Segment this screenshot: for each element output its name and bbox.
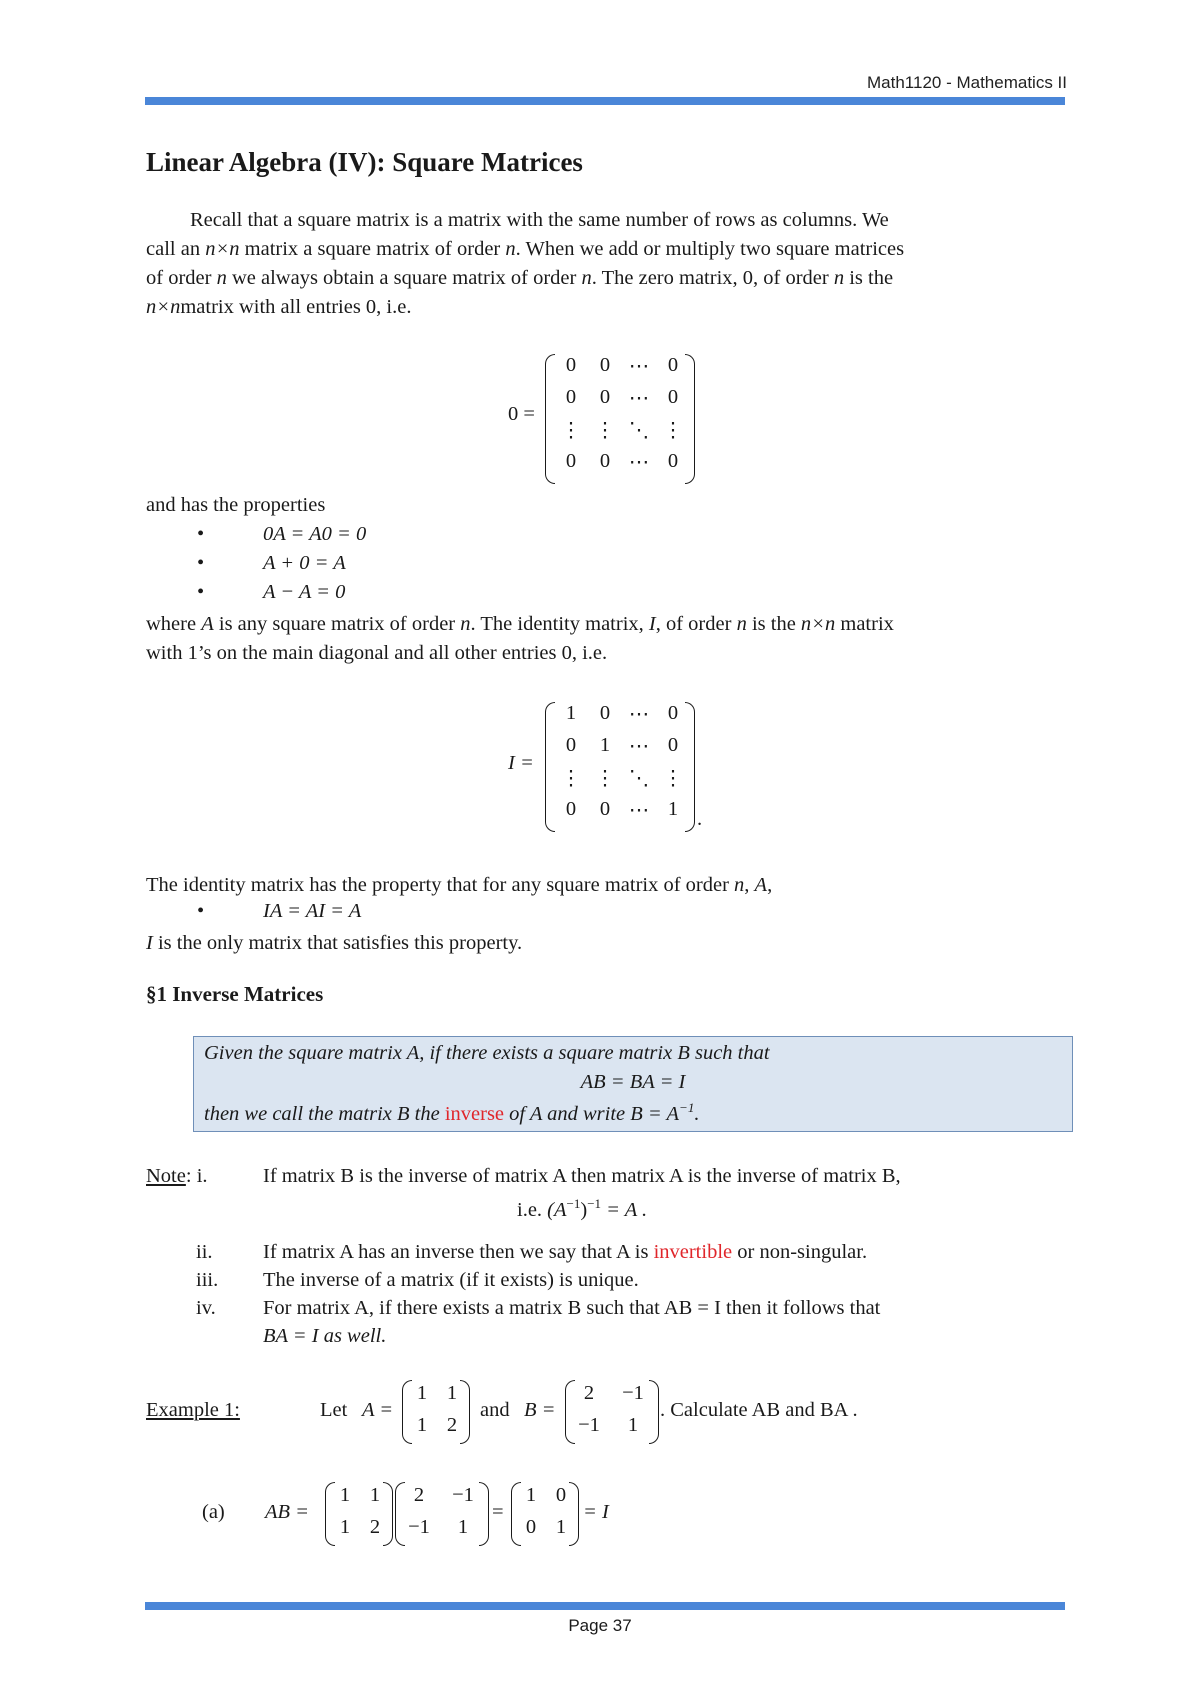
matrix-cell: 1 [416, 1382, 428, 1404]
matrix-cell: 2 [413, 1484, 425, 1506]
identity-matrix-lhs: I = [508, 752, 534, 774]
property-3: A − A = 0 [263, 581, 346, 603]
intro-line-1: Recall that a square matrix is a matrix with the same number of rows as columns. We [190, 209, 889, 231]
matrix-cell: 0 [667, 734, 679, 756]
bullet-4: • [197, 900, 205, 922]
example-1-a-lhs: A = [362, 1399, 394, 1421]
matrix-cell: 1 [667, 798, 679, 820]
note-iv-cont: BA = I as well. [263, 1325, 387, 1347]
note-ii: If matrix A has an inverse then we say that A is invertible or non-singular. [263, 1241, 868, 1263]
definition-line-3: then we call the matrix B the inverse of A and write $B = A^{-1}$. [204, 1100, 700, 1125]
matrix-cell: ⋯ [628, 800, 650, 822]
identity-property-line: The identity matrix has the property that for any square matrix of order n, A, [146, 874, 773, 896]
note-iv: For matrix A, if there exists a matrix B such that AB = I then it follows that [263, 1297, 881, 1319]
matrix-cell: 1 [627, 1414, 639, 1436]
matrix-cell: ⋮ [560, 420, 582, 442]
footer-rule [145, 1602, 1065, 1610]
matrix-cell: 0 [565, 798, 577, 820]
zero-matrix [545, 350, 695, 486]
matrix-cell: −1 [578, 1414, 600, 1436]
matrix-cell: 0 [525, 1516, 537, 1538]
matrix-cell: 1 [416, 1414, 428, 1436]
intro-line-3: of order n we always obtain a square matrix of order n. The zero matrix, 0, of order n is the [146, 267, 894, 289]
note-iii-num: iii. [196, 1269, 219, 1291]
note-i: If matrix B is the inverse of matrix A then matrix A is the inverse of matrix B, [263, 1165, 901, 1187]
matrix-cell: 0 [565, 734, 577, 756]
page-number: Page 37 [568, 1616, 632, 1635]
matrix-cell: 0 [565, 354, 577, 376]
matrix-cell: ⋯ [628, 388, 650, 410]
matrix-cell: 0 [667, 702, 679, 724]
product-matrix-1 [325, 1480, 393, 1546]
matrix-cell: ⋯ [628, 452, 650, 474]
matrix-cell: 1 [369, 1484, 381, 1506]
example-1-b-lhs: B = [524, 1399, 556, 1421]
page-title: Linear Algebra (IV): Square Matrices [146, 147, 583, 177]
bullet-2: • [197, 552, 205, 574]
matrix-cell: −1 [408, 1516, 430, 1538]
matrix-cell: −1 [452, 1484, 474, 1506]
identity-matrix [545, 698, 695, 834]
matrix-A [402, 1378, 470, 1444]
identity-matrix-period: . [697, 808, 703, 830]
matrix-cell: 0 [599, 354, 611, 376]
matrix-cell: 0 [667, 386, 679, 408]
identity-text-line-1: where A is any square matrix of order n. The identity matrix, I, of order n is the n×n matrix [146, 613, 894, 635]
note-iii: The inverse of a matrix (if it exists) is unique. [263, 1269, 639, 1291]
intro-line-2: call an n×n matrix a square matrix of order n. When we add or multiply two square matrices [146, 238, 905, 260]
part-a-result: = I [583, 1501, 609, 1523]
definition-box [193, 1036, 1073, 1132]
intro-line-4: n×nmatrix with all entries 0, i.e. [146, 296, 412, 318]
matrix-cell: ⋮ [560, 768, 582, 790]
matrix-cell: 2 [583, 1382, 595, 1404]
identity-text-line-2: with 1’s on the main diagonal and all other entries 0, i.e. [146, 642, 608, 664]
header-course: Math1120 - Mathematics II [867, 73, 1067, 92]
zero-matrix-lhs: 0 = [508, 403, 535, 425]
matrix-cell: 0 [599, 702, 611, 724]
properties-intro: and has the properties [146, 494, 326, 516]
matrix-cell: 1 [446, 1382, 458, 1404]
matrix-cell: ⋯ [628, 704, 650, 726]
matrix-cell: ⋮ [594, 768, 616, 790]
matrix-cell: ⋯ [628, 736, 650, 758]
matrix-B [565, 1378, 659, 1444]
matrix-cell: 2 [369, 1516, 381, 1538]
note-i-ie: i.e. $(A^{-1})^{-1} = A$ . [517, 1196, 648, 1221]
matrix-cell: 2 [446, 1414, 458, 1436]
matrix-cell: 0 [599, 386, 611, 408]
identity-unique-line: I is the only matrix that satisfies this property. [146, 932, 523, 954]
matrix-cell: ⋱ [628, 420, 650, 442]
result-matrix [511, 1480, 579, 1546]
matrix-cell: 0 [599, 450, 611, 472]
example-1-and: and [480, 1399, 510, 1421]
header-rule [145, 97, 1065, 105]
property-1: 0A = A0 = 0 [263, 523, 367, 545]
definition-line-1: Given the square matrix A, if there exists a square matrix B such that [204, 1042, 770, 1064]
note-label: Note: i. [146, 1165, 208, 1187]
matrix-cell: 1 [339, 1484, 351, 1506]
part-a-lhs: AB = [265, 1501, 310, 1523]
note-ii-num: ii. [196, 1241, 213, 1263]
bullet-1: • [197, 523, 205, 545]
section-heading-inverse: §1 Inverse Matrices [146, 982, 324, 1006]
matrix-cell: ⋮ [662, 768, 684, 790]
matrix-cell: 1 [525, 1484, 537, 1506]
product-matrix-2 [395, 1480, 489, 1546]
matrix-cell: 0 [565, 386, 577, 408]
identity-property: IA = AI = A [263, 900, 362, 922]
part-a-equals: = [492, 1501, 504, 1523]
definition-line-2: AB = BA = I [580, 1071, 686, 1093]
bullet-3: • [197, 581, 205, 603]
matrix-cell: 1 [599, 734, 611, 756]
matrix-cell: ⋮ [594, 420, 616, 442]
matrix-cell: ⋱ [628, 768, 650, 790]
part-a-label: (a) [202, 1501, 225, 1523]
matrix-cell: −1 [622, 1382, 644, 1404]
matrix-cell: 0 [599, 798, 611, 820]
matrix-cell: 1 [339, 1516, 351, 1538]
note-iv-num: iv. [196, 1297, 216, 1319]
matrix-cell: 0 [555, 1484, 567, 1506]
example-1-task: . Calculate AB and BA . [660, 1399, 858, 1421]
property-2: A + 0 = A [263, 552, 346, 574]
matrix-cell: ⋯ [628, 356, 650, 378]
matrix-cell: 1 [457, 1516, 469, 1538]
matrix-cell: 0 [565, 450, 577, 472]
example-1-let: Let [320, 1399, 348, 1421]
matrix-cell: ⋮ [662, 420, 684, 442]
matrix-cell: 0 [667, 354, 679, 376]
matrix-cell: 1 [555, 1516, 567, 1538]
example-1-label: Example 1: [146, 1399, 240, 1421]
matrix-cell: 0 [667, 450, 679, 472]
matrix-cell: 1 [565, 702, 577, 724]
